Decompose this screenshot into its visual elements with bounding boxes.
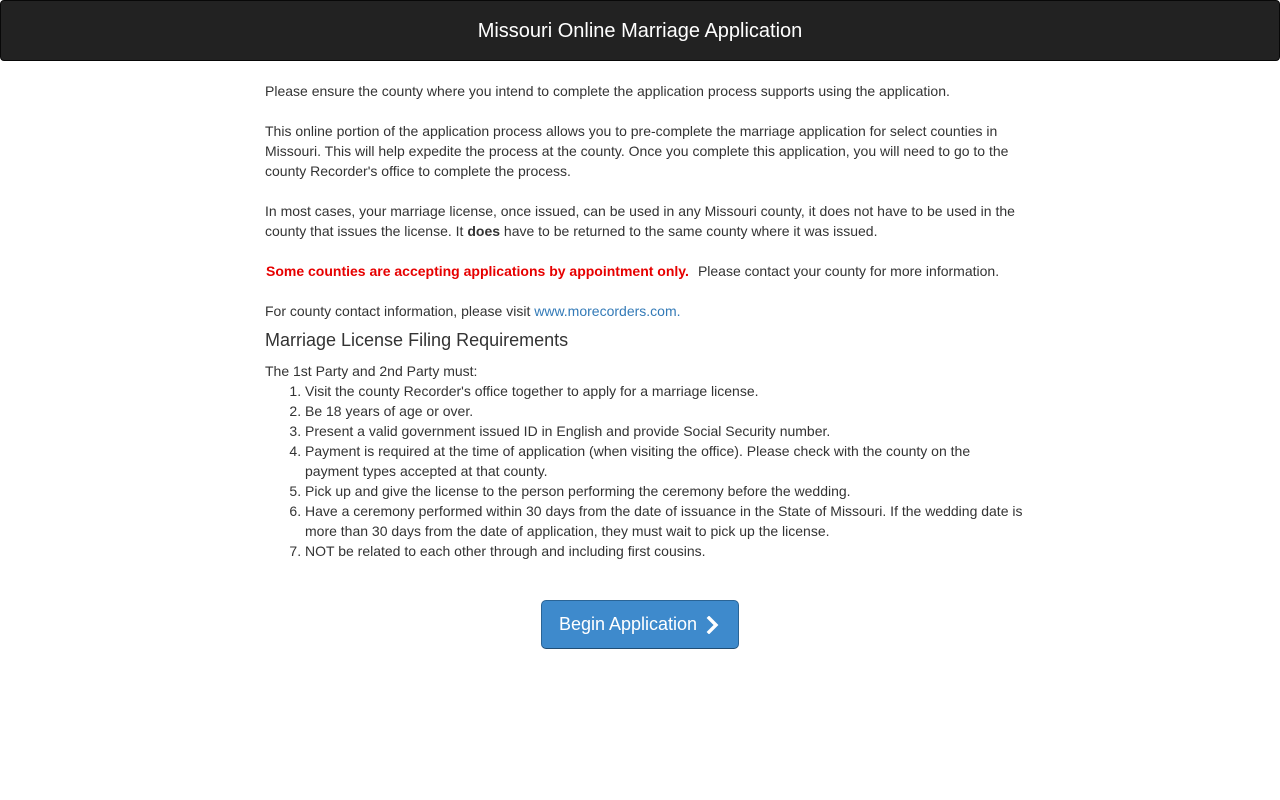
main-content — [265, 81, 1025, 561]
intro-paragraph-3 — [265, 201, 1025, 241]
county-contact-text: For county contact information, please visit — [265, 303, 535, 319]
requirement-item: 4. Payment is required at the time of application (when visiting the office). Please check with the county on the payment types accepted at that county. — [305, 441, 1025, 481]
requirements-heading: Marriage License Filing Requirements — [265, 330, 569, 350]
appointment-alert: Some counties are accepting applications by appointment only. — [266, 263, 689, 279]
begin-application-button[interactable] — [541, 600, 739, 649]
appointment-notice-text: Please contact your county for more information. — [697, 263, 1000, 279]
intro-paragraph-3-text-b: have to be returned to the same county where it was issued. — [500, 223, 878, 239]
intro-paragraph-3-text-a: In most cases, your marriage license, once issued, can be used in any Missouri county, it does not have to be used in the county that issues the license. It — [265, 203, 1015, 239]
requirement-item: 7. NOT be related to each other through and including first cousins. — [305, 541, 1025, 561]
requirements-intro: The 1st Party and 2nd Party must: — [265, 363, 478, 379]
requirement-item: 6. Have a ceremony performed within 30 days from the date of issuance in the State of Missouri. If the wedding date is more than 30 days from the date of application, they must wait to pick up the license. — [305, 501, 1025, 541]
morecorders-link[interactable]: www.morecorders.com. — [534, 303, 681, 319]
page-title: Missouri Online Marriage Application — [477, 19, 803, 42]
requirement-item: 1. Visit the county Recorder's office together to apply for a marriage license. — [305, 381, 1025, 401]
begin-button-container — [541, 600, 739, 649]
requirement-item: 3. Present a valid government issued ID in English and provide Social Security number. — [305, 421, 1025, 441]
intro-paragraph-2: This online portion of the application process allows you to pre-complete the marriage application for select counties in Missouri. This will help expedite the process at the county. Once you complete this application, you will need to go to the county Recorder's office to complete the process. — [265, 123, 1009, 179]
chevron-right-icon — [705, 616, 721, 634]
intro-paragraph-3-bold: does — [467, 223, 501, 239]
top-navbar — [0, 0, 1280, 61]
county-contact-line — [265, 301, 1025, 321]
requirement-item: 2. Be 18 years of age or over. — [305, 401, 1025, 421]
appointment-notice — [265, 261, 1025, 281]
requirements-list — [265, 381, 1025, 561]
intro-paragraph-1: Please ensure the county where you intend to complete the application process supports using the application. — [265, 83, 950, 99]
requirement-item: 5. Pick up and give the license to the person performing the ceremony before the wedding. — [305, 481, 1025, 501]
begin-application-label: Begin Application — [558, 614, 698, 634]
